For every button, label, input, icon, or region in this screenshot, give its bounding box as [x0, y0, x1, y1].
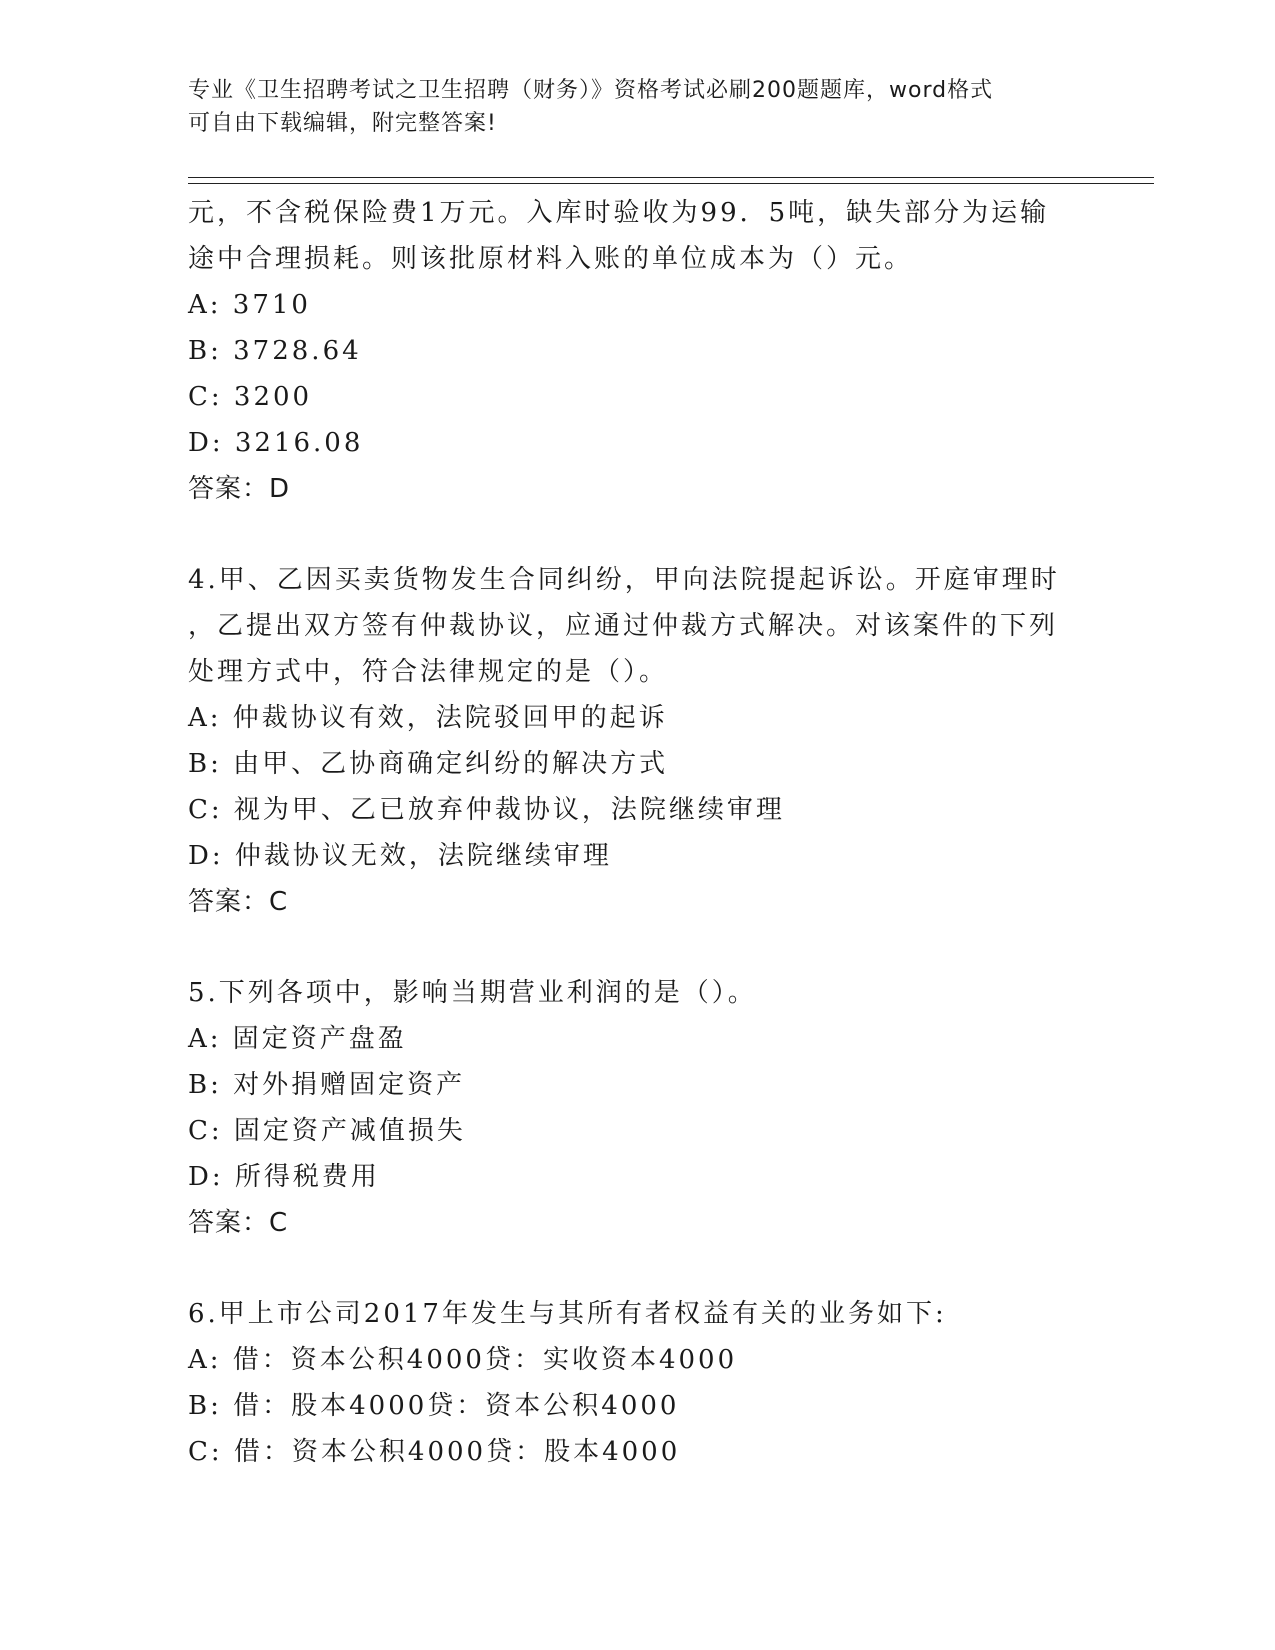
option-a: A: 3710 — [188, 290, 311, 320]
question-text: 处理方式中，符合法律规定的是（）。 — [188, 657, 669, 687]
option-c: C: 视为甲、乙已放弃仲裁协议，法院继续审理 — [188, 795, 785, 825]
option-c: C: 固定资产减值损失 — [188, 1116, 466, 1146]
question-block-5 — [188, 970, 1088, 1246]
document-header — [188, 74, 1068, 140]
header-divider-top — [188, 177, 1154, 178]
question-text: ，乙提出双方签有仲裁协议，应通过仲裁方式解决。对该案件的下列 — [188, 611, 1059, 641]
question-text: 元，不含税保险费1万元。入库时验收为99．5吨，缺失部分为运输 — [188, 198, 1050, 228]
option-d: D: 所得税费用 — [188, 1162, 380, 1192]
question-text: 4.甲、乙因买卖货物发生合同纠纷，甲向法院提起诉讼。开庭审理时 — [188, 565, 1060, 595]
option-b: B: 3728.64 — [188, 336, 362, 366]
spacer — [188, 925, 1088, 970]
option-b: B: 借：股本4000贷：资本公积4000 — [188, 1391, 680, 1421]
option-a: A: 仲裁协议有效，法院驳回甲的起诉 — [188, 703, 668, 733]
option-a: A: 借：资本公积4000贷：实收资本4000 — [188, 1345, 738, 1375]
option-d: D: 仲裁协议无效，法院继续审理 — [188, 841, 612, 871]
question-content — [188, 190, 1088, 1475]
option-a: A: 固定资产盘盈 — [188, 1024, 407, 1054]
header-divider-bottom — [188, 183, 1154, 184]
spacer — [188, 1246, 1088, 1291]
question-block-6 — [188, 1291, 1088, 1475]
header-title-line-1: 专业《卫生招聘考试之卫生招聘（财务）》资格考试必刷200题题库，word格式 — [188, 78, 994, 103]
header-title-line-2: 可自由下载编辑，附完整答案! — [188, 111, 497, 136]
question-text: 途中合理损耗。则该批原材料入账的单位成本为（）元。 — [188, 244, 914, 274]
question-text: 5.下列各项中，影响当期营业利润的是（）。 — [188, 978, 757, 1008]
question-text: 6.甲上市公司2017年发生与其所有者权益有关的业务如下: — [188, 1299, 947, 1329]
spacer — [188, 512, 1088, 557]
answer-label: 答案：C — [188, 1208, 289, 1238]
option-b: B: 由甲、乙协商确定纠纷的解决方式 — [188, 749, 669, 779]
question-block-3 — [188, 190, 1088, 512]
answer-label: 答案：C — [188, 887, 289, 917]
option-c: C: 3200 — [188, 382, 313, 412]
option-c: C: 借：资本公积4000贷：股本4000 — [188, 1437, 681, 1467]
option-d: D: 3216.08 — [188, 428, 364, 458]
answer-label: 答案：D — [188, 474, 291, 504]
question-block-4 — [188, 557, 1088, 925]
option-b: B: 对外捐赠固定资产 — [188, 1070, 466, 1100]
